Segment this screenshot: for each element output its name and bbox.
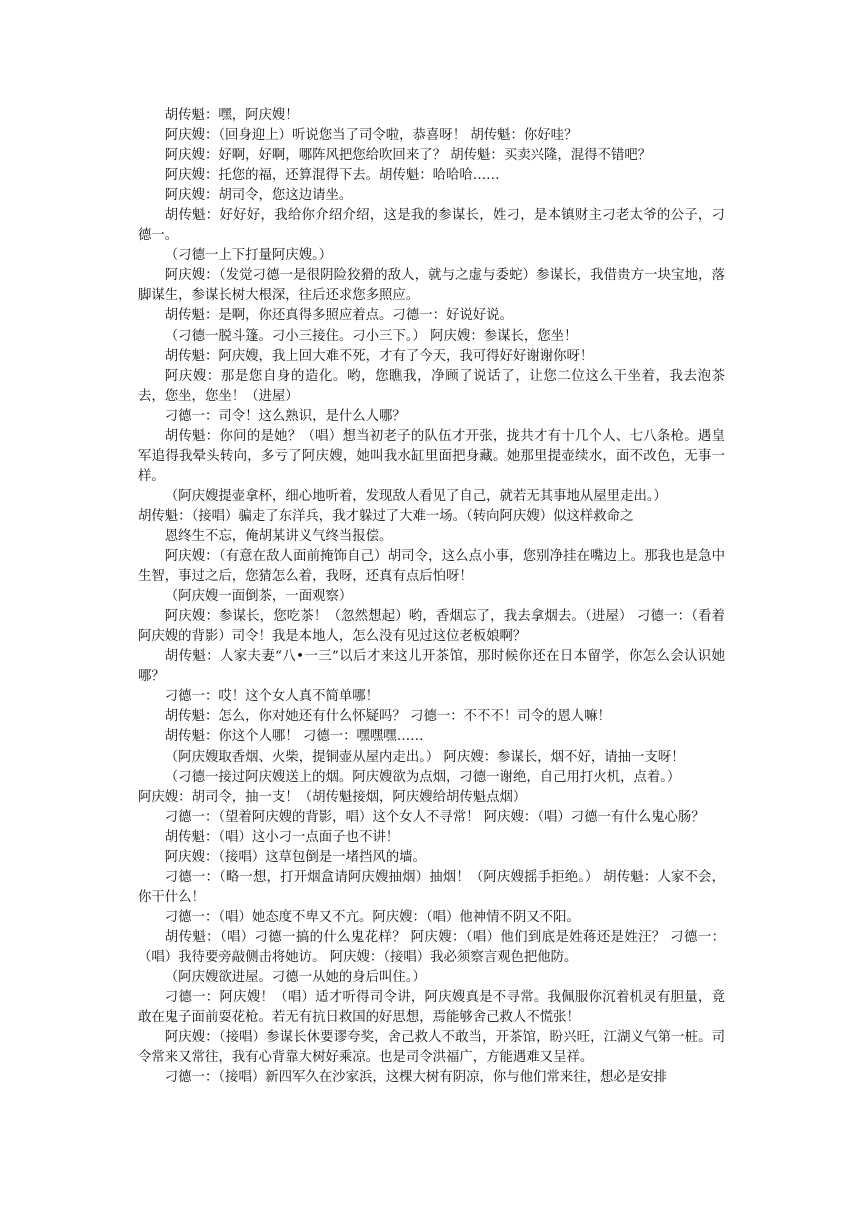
script-paragraph: 刁德一：阿庆嫂！（唱）适才听得司令讲，阿庆嫂真是不寻常。我佩服你沉着机灵有胆量，竟敢在鬼子面前耍花枪。若无有抗日救国的好思想，焉能够舍己救人不慌张！ — [138, 990, 725, 1026]
script-paragraph: 刁德一：（略一想，打开烟盒请阿庆嫂抽烟）抽烟！（阿庆嫂摇手拒绝。） 胡传魁：人家不会，你干什么！ — [138, 869, 725, 905]
script-paragraph: （刁德一接过阿庆嫂送上的烟。阿庆嫂欲为点烟，刁德一谢绝，自己用打火机，点着。） — [164, 769, 681, 785]
script-paragraph: 刁德一：（望着阿庆嫂的背影，唱）这个女人不寻常！ 阿庆嫂：（唱）刁德一有什么鬼心肠？ — [164, 809, 705, 825]
script-paragraph: 阿庆嫂：（有意在敌人面前掩饰自己）胡司令，这么点小事，您别净挂在嘴边上。那我也是急中生智，事过之后，您猜怎么着，我呀，还真有点后怕呀！ — [138, 549, 725, 585]
script-paragraph: 胡传魁：人家夫妻“八•一三”以后才来这儿开茶馆，那时候你还在日本留学，你怎么会认识她哪？ — [138, 649, 725, 685]
script-paragraph: 胡传魁：阿庆嫂，我上回大难不死，才有了今天，我可得好好谢谢你呀！ — [164, 348, 594, 364]
script-paragraph: 胡传魁：嘿，阿庆嫂！ — [164, 108, 299, 123]
script-text-body — [138, 106, 725, 1088]
script-paragraph: 阿庆嫂：（发觉刁德一是很阴险狡猾的敌人，就与之虚与委蛇）参谋长，我借贵方一块宝地，落脚谋生，参谋长树大根深，往后还求您多照应。 — [138, 268, 725, 304]
script-paragraph: 胡传魁：好好好，我给你介绍介绍，这是我的参谋长，姓刁，是本镇财主刁老太爷的公子，刁德一。 — [138, 208, 725, 244]
script-paragraph: 阿庆嫂：（接唱）这草包倒是一堵挡风的墙。 — [164, 849, 426, 865]
script-paragraph: 阿庆嫂：胡司令，您这边请坐。 — [164, 188, 353, 204]
script-paragraph: （阿庆嫂欲进屋。刁德一从她的身后叫住。） — [164, 970, 426, 986]
script-paragraph: （阿庆嫂提壶拿杯，细心地听着，发现敌人看见了自己，就若无其事地从屋里走出。） — [164, 488, 667, 504]
script-paragraph: 刁德一：哎！这个女人真不简单哪！ — [164, 689, 380, 705]
script-paragraph: 刁德一：（唱）她态度不卑又不亢。阿庆嫂：（唱）他神情不阴又不阳。 — [164, 909, 580, 925]
script-paragraph: 胡传魁：是啊，你还真得多照应着点。刁德一：好说好说。 — [164, 308, 513, 324]
script-paragraph: 阿庆嫂：胡司令，抽一支！（胡传魁接烟，阿庆嫂给胡传魁点烟） — [138, 789, 527, 805]
script-paragraph: 胡传魁：（唱）刁德一搞的什么鬼花样？ 阿庆嫂：（唱）他们到底是姓蒋还是姓汪？ 刁德一：（唱）我待要旁敲侧击将她访。 阿庆嫂：（接唱）我必须察言观色把他防。 — [138, 929, 725, 965]
script-paragraph: （阿庆嫂一面倒茶，一面观察） — [164, 589, 353, 605]
script-paragraph: 阿庆嫂：（回身迎上）听说您当了司令啦，恭喜呀！ 胡传魁：你好哇？ — [164, 128, 578, 144]
script-paragraph: 胡传魁：（接唱）骗走了东洋兵，我才躲过了大难一场。（转向阿庆嫂）似这样救命之 — [138, 508, 634, 524]
script-paragraph: （刁德一上下打量阿庆嫂。） — [164, 248, 333, 264]
script-paragraph: 刁德一：（接唱）新四军久在沙家浜，这棵大树有阴凉，你与他们常来往，想必是安排 — [164, 1070, 667, 1086]
script-paragraph: 阿庆嫂：托您的福，还算混得下去。胡传魁：哈哈哈…… — [164, 168, 500, 184]
script-paragraph: 阿庆嫂：（接唱）参谋长休要谬夸奖，舍己救人不敢当，开茶馆，盼兴旺，江湖义气第一桩。司令常来又常往，我有心背靠大树好乘凉。也是司令洪福广，方能遇难又呈祥。 — [138, 1030, 725, 1066]
script-paragraph: 胡传魁：怎么，你对她还有什么怀疑吗？ 刁德一：不不不！司令的恩人嘛！ — [164, 709, 611, 725]
script-paragraph: 胡传魁：你问的是她？（唱）想当初老子的队伍才开张，拢共才有十几个人、七八条枪。遇皇军追得我晕头转向，多亏了阿庆嫂，她叫我水缸里面把身藏。她那里提壶续水，面不改色，无事一样。 — [138, 428, 725, 484]
script-paragraph: 胡传魁：（唱）这小刁一点面子也不讲！ — [164, 829, 400, 845]
script-paragraph: 胡传魁：你这个人哪！ 刁德一：嘿嘿嘿…… — [164, 729, 424, 745]
script-paragraph: 阿庆嫂：参谋长，您吃茶！（忽然想起）哟，香烟忘了，我去拿烟去。（进屋） 刁德一：（看着阿庆嫂的背影）司令！我是本地人，怎么没有见过这位老板娘啊？ — [138, 609, 725, 645]
script-paragraph: 恩终生不忘，俺胡某讲义气终当报偿。 — [164, 528, 393, 544]
script-paragraph: 阿庆嫂：好啊，好啊，哪阵风把您给吹回来了？ 胡传魁：买卖兴隆，混得不错吧？ — [164, 148, 652, 164]
script-paragraph: 刁德一：司令！这么熟识，是什么人哪？ — [164, 408, 406, 424]
script-paragraph: （阿庆嫂取香烟、火柴，提铜壶从屋内走出。） 阿庆嫂：参谋长，烟不好，请抽一支呀！ — [164, 749, 685, 765]
script-paragraph: （刁德一脱斗篷。刁小三接住。刁小三下。） 阿庆嫂：参谋长，您坐！ — [164, 328, 578, 344]
script-paragraph: 阿庆嫂：那是您自身的造化。哟，您瞧我，净顾了说话了，让您二位这么干坐着，我去泡茶去，您坐，您坐！（进屋） — [138, 368, 725, 404]
